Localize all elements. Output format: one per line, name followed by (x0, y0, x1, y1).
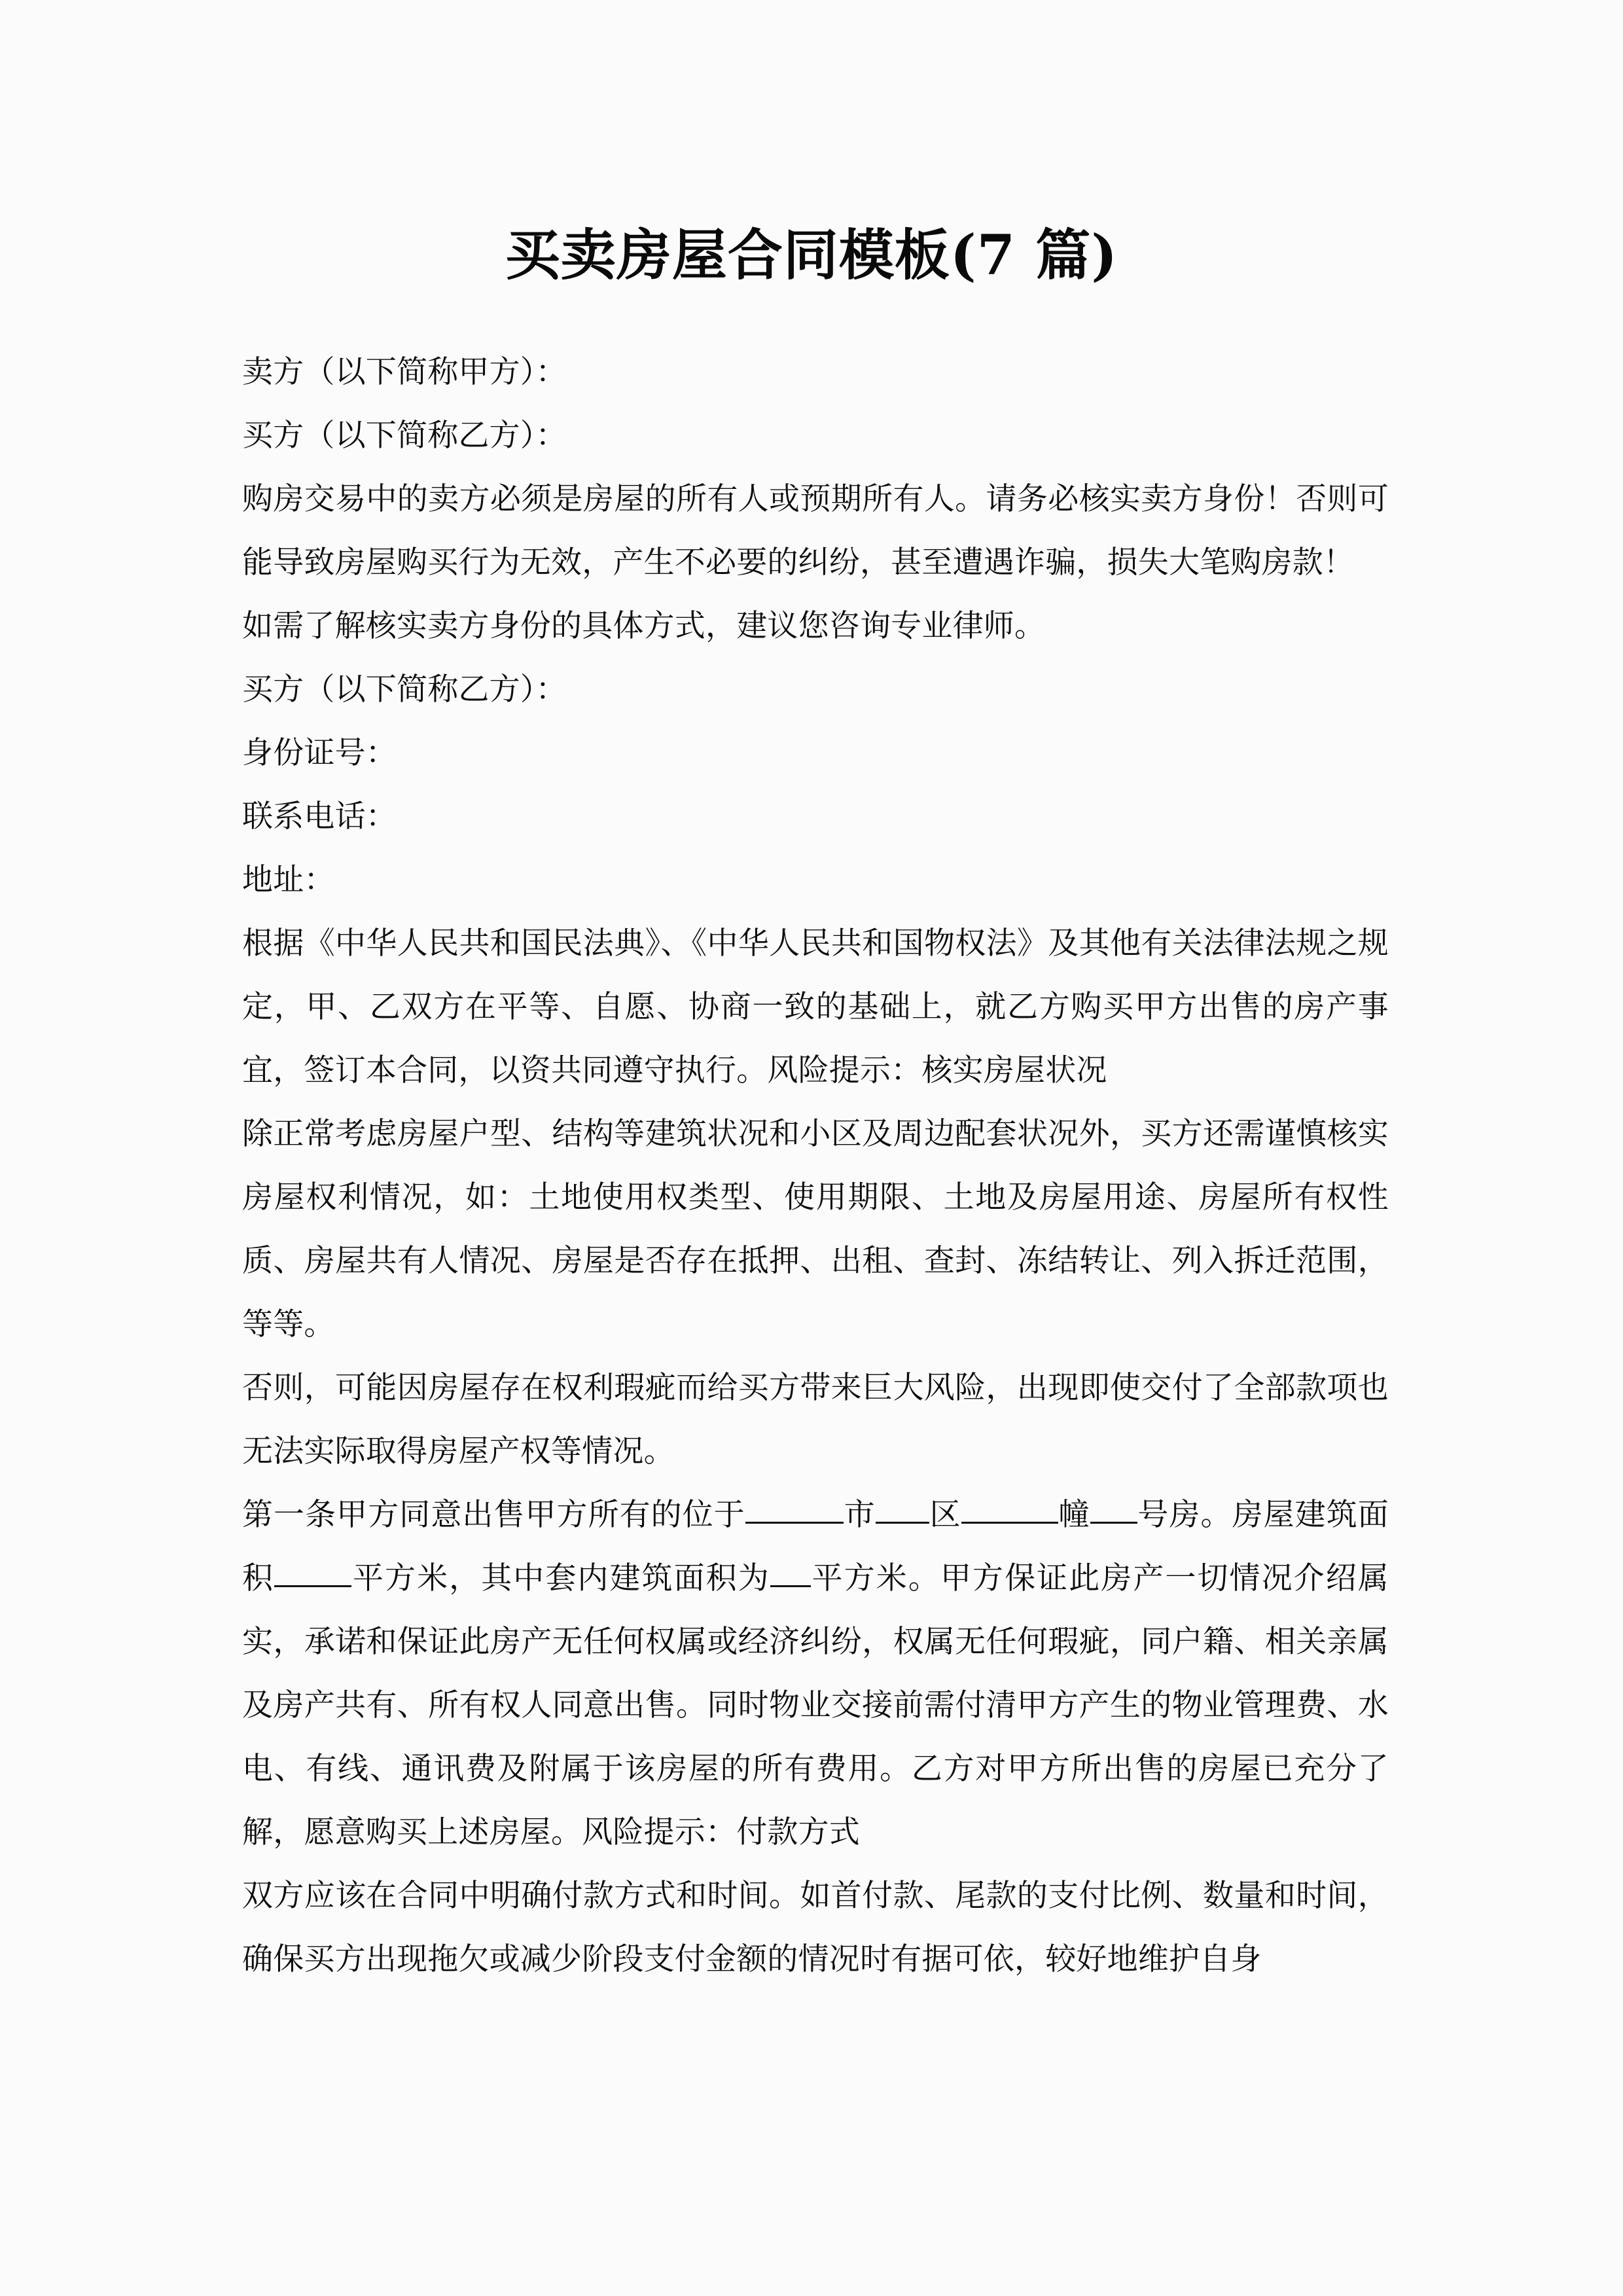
paragraph-buyer-label-2: 买方（以下简称乙方）： (242, 672, 567, 708)
text-run: 幢 (1058, 1497, 1090, 1533)
fill-in-blank[interactable] (1090, 1522, 1137, 1524)
paragraph-seller-label: 卖方（以下简称甲方）： (242, 354, 567, 390)
page-title: 买卖房屋合同模板(7 篇) (505, 223, 1118, 288)
fill-in-blank[interactable] (770, 1585, 811, 1587)
text-run: 第一条甲方同意出售甲方所有的位于 (242, 1497, 745, 1533)
paragraph-verify-property-status: 除正常考虑房屋户型、结构等建筑状况和小区及周边配套状况外，买方还需谨慎核实房屋权利情况，如：土地使用权类型、使用期限、土地及房屋用途、房屋所有权性质、房屋共有人情况、房屋是否存在抵押、出租、查封、冻结转让、列入拆迁范围，等等。 (242, 1116, 1389, 1342)
text-run: 平方米，其中套内建筑面积为 (351, 1560, 770, 1596)
text-run: 平方米。甲方保证此房产一切情况介绍属实，承诺和保证此房产无任何权属或经济纠纷，权属无任何瑕疵，同户籍、相关亲属及房产共有、所有权人同意出售。同时物业交接前需付清甲方产生的物业管理费、水电、有线、通讯费及附属于该房屋的所有费用。乙方对甲方所出售的房屋已充分了解，愿意购买上述房屋。风险提示：付款方式 (242, 1560, 1389, 1850)
paragraph-verify-seller-identity: 购房交易中的卖方必须是房屋的所有人或预期所有人。请务必核实卖方身份！否则可能导致房屋购买行为无效，产生不必要的纠纷，甚至遭遇诈骗，损失大笔购房款！ (242, 481, 1389, 581)
fill-in-blank[interactable] (274, 1585, 351, 1587)
fill-in-blank[interactable] (876, 1522, 929, 1524)
paragraph-phone-label: 联系电话： (242, 798, 397, 834)
text-run: 市 (843, 1497, 876, 1533)
paragraph-payment-method: 双方应该在合同中明确付款方式和时间。如首付款、尾款的支付比例、数量和时间，确保买方出现拖欠或减少阶段支付金额的情况时有据可依，较好地维护自身 (242, 1878, 1389, 1977)
text-run: 号房。 (1137, 1497, 1232, 1533)
fill-in-blank[interactable] (745, 1522, 844, 1524)
text-run: 区 (929, 1497, 961, 1533)
document-body (242, 340, 1389, 1991)
fill-in-blank[interactable] (961, 1522, 1058, 1524)
paragraph-consult-lawyer: 如需了解核实卖方身份的具体方式，建议您咨询专业律师。 (242, 608, 1046, 644)
paragraph-id-number-label: 身份证号： (242, 735, 397, 771)
paragraph-risk-of-defects: 否则，可能因房屋存在权利瑕疵而给买方带来巨大风险，出现即使交付了全部款项也无法实际取得房屋产权等情况。 (242, 1370, 1389, 1469)
paragraph-address-label: 地址： (242, 862, 335, 898)
paragraph-article-one (242, 1483, 1389, 1864)
text-run: 房屋建筑面积 (242, 1497, 1389, 1596)
paragraph-buyer-label: 买方（以下简称乙方）： (242, 418, 567, 454)
paragraph-legal-basis: 根据《中华人民共和国民法典》、《中华人民共和国物权法》及其他有关法律法规之规定，甲、乙双方在平等、自愿、协商一致的基础上，就乙方购买甲方出售的房产事宜，签订本合同，以资共同遵守执行。风险提示：核实房屋状况 (242, 925, 1389, 1088)
